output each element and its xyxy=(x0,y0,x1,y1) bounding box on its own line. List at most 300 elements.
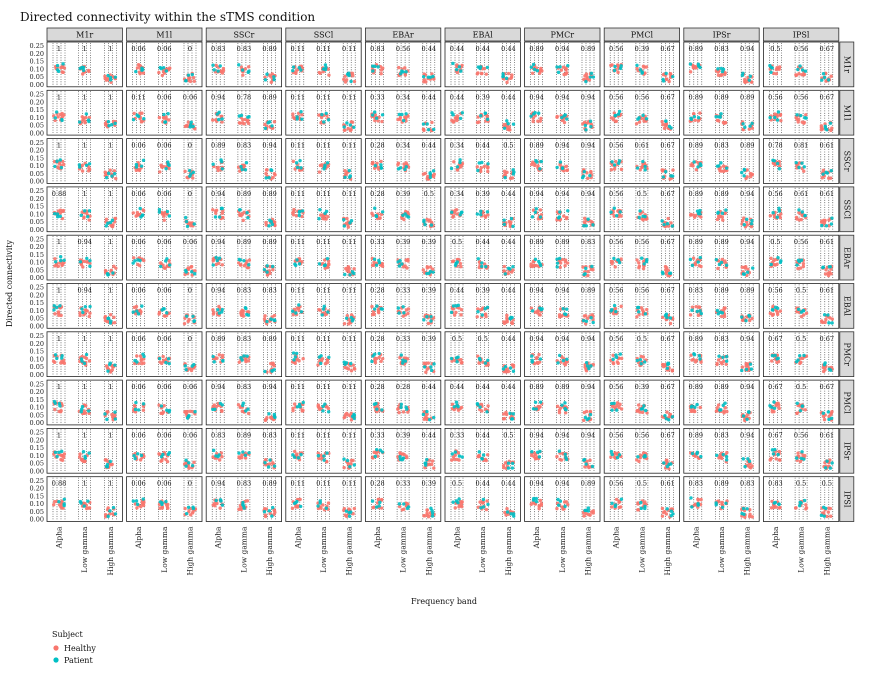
data-point-patient xyxy=(665,316,668,319)
data-point-patient xyxy=(511,168,514,171)
data-point-patient xyxy=(432,362,435,365)
data-point-patient xyxy=(822,265,825,268)
data-point-patient xyxy=(400,69,403,72)
data-point-patient xyxy=(639,358,642,361)
data-point-healthy xyxy=(239,214,242,217)
data-point-healthy xyxy=(272,364,275,367)
annotation-label: 0.44 xyxy=(475,45,490,53)
data-point-patient xyxy=(327,356,330,359)
data-point-patient xyxy=(294,355,297,358)
data-point-healthy xyxy=(241,312,244,315)
data-point-patient xyxy=(637,306,640,309)
data-point-healthy xyxy=(614,307,617,310)
data-point-healthy xyxy=(211,208,214,211)
data-point-patient xyxy=(272,78,275,81)
annotation-label: 1 xyxy=(82,93,87,102)
annotation-label: 0.5 xyxy=(451,238,463,247)
data-point-patient xyxy=(697,260,700,263)
annotation-label: 0.56 xyxy=(793,238,809,247)
data-point-patient xyxy=(428,418,431,421)
data-point-healthy xyxy=(689,313,692,316)
data-point-healthy xyxy=(53,312,56,315)
data-point-healthy xyxy=(505,171,508,174)
data-point-patient xyxy=(486,162,489,165)
data-point-patient xyxy=(292,65,295,68)
data-point-patient xyxy=(584,267,587,270)
y-tick-label: 0.25 xyxy=(29,42,44,51)
data-point-patient xyxy=(509,366,512,369)
annotation-label: 0.89 xyxy=(262,334,277,343)
data-point-patient xyxy=(589,125,592,128)
data-point-patient xyxy=(503,127,506,130)
data-point-patient xyxy=(167,357,170,360)
annotation-label: 0.11 xyxy=(341,141,357,150)
data-point-healthy xyxy=(804,408,807,411)
data-point-patient xyxy=(374,455,377,458)
column-strip-label: SSCr xyxy=(233,30,255,40)
data-point-healthy xyxy=(715,362,718,365)
data-point-healthy xyxy=(774,258,777,261)
data-point-healthy xyxy=(88,312,91,315)
data-point-patient xyxy=(803,214,806,217)
data-point-patient xyxy=(60,118,63,121)
data-point-patient xyxy=(795,113,798,116)
data-point-patient xyxy=(381,113,384,116)
data-point-healthy xyxy=(717,403,720,406)
data-point-healthy xyxy=(221,212,224,215)
facet-grid xyxy=(30,28,854,575)
annotation-label: 0.94 xyxy=(262,141,277,150)
data-point-patient xyxy=(113,363,116,366)
data-point-patient xyxy=(822,412,825,415)
data-point-healthy xyxy=(698,306,701,309)
data-point-patient xyxy=(114,417,117,420)
data-point-patient xyxy=(565,117,568,120)
data-point-healthy xyxy=(620,357,623,360)
data-point-healthy xyxy=(426,265,429,268)
data-point-healthy xyxy=(777,404,780,407)
data-point-patient xyxy=(185,220,188,223)
data-point-patient xyxy=(111,271,114,274)
annotation-label: 0.67 xyxy=(768,383,783,392)
annotation-label: 0.5 xyxy=(503,141,514,150)
data-point-patient xyxy=(246,115,249,118)
data-point-healthy xyxy=(137,63,140,66)
annotation-label: 1 xyxy=(82,189,87,198)
annotation-label: 0.11 xyxy=(341,431,357,440)
data-point-patient xyxy=(532,407,535,410)
annotation-label: 0.89 xyxy=(580,286,596,295)
data-point-patient xyxy=(404,70,407,73)
data-point-healthy xyxy=(775,361,778,364)
data-point-patient xyxy=(211,64,214,67)
data-point-patient xyxy=(671,224,674,227)
annotation-label: 0.5 xyxy=(477,334,488,343)
annotation-label: 0.06 xyxy=(157,189,172,198)
data-point-patient xyxy=(324,66,327,69)
data-point-patient xyxy=(460,210,463,213)
annotation-label: 0.89 xyxy=(580,45,596,53)
data-point-healthy xyxy=(88,359,91,362)
annotation-label: 0.89 xyxy=(236,189,252,198)
data-point-patient xyxy=(342,218,345,221)
data-point-healthy xyxy=(582,419,585,422)
data-point-patient xyxy=(830,216,833,219)
data-point-patient xyxy=(297,456,300,459)
data-point-healthy xyxy=(291,407,294,410)
data-point-healthy xyxy=(345,217,348,220)
data-point-patient xyxy=(58,402,61,405)
data-point-patient xyxy=(212,449,215,452)
data-point-patient xyxy=(700,312,703,315)
data-point-healthy xyxy=(163,314,166,317)
data-point-patient xyxy=(566,209,569,212)
data-point-healthy xyxy=(620,305,623,308)
data-point-healthy xyxy=(717,358,720,361)
annotation-label: 0.94 xyxy=(739,334,755,343)
data-point-patient xyxy=(745,368,748,371)
data-point-patient xyxy=(375,408,378,411)
data-point-healthy xyxy=(423,78,426,81)
data-point-patient xyxy=(295,117,298,120)
data-point-patient xyxy=(531,309,534,312)
data-point-patient xyxy=(296,166,299,169)
data-point-patient xyxy=(270,124,273,127)
data-point-healthy xyxy=(142,408,145,411)
y-tick-label: 0.25 xyxy=(29,187,44,196)
data-point-healthy xyxy=(693,119,696,122)
data-point-healthy xyxy=(507,72,510,75)
data-point-patient xyxy=(62,259,65,262)
data-point-healthy xyxy=(820,220,823,223)
data-point-healthy xyxy=(60,264,63,267)
data-point-healthy xyxy=(352,267,355,270)
data-point-healthy xyxy=(503,322,506,325)
data-point-patient xyxy=(270,220,273,223)
data-point-healthy xyxy=(135,354,138,357)
data-point-healthy xyxy=(425,218,428,221)
data-point-patient xyxy=(827,410,830,413)
data-point-healthy xyxy=(424,362,427,365)
data-point-healthy xyxy=(533,264,536,267)
data-point-patient xyxy=(184,364,187,367)
data-point-patient xyxy=(107,172,110,175)
annotation-label: 0.83 xyxy=(714,141,729,150)
annotation-label: 1 xyxy=(108,334,113,343)
data-point-patient xyxy=(640,362,643,365)
annotation-label: 0.78 xyxy=(768,141,783,150)
data-point-patient xyxy=(220,207,223,210)
data-point-healthy xyxy=(167,118,170,121)
data-point-healthy xyxy=(620,168,623,171)
data-point-patient xyxy=(512,370,515,373)
data-point-patient xyxy=(529,114,532,117)
data-point-healthy xyxy=(370,305,373,308)
data-point-patient xyxy=(379,163,382,166)
data-point-patient xyxy=(776,256,779,259)
data-point-patient xyxy=(185,314,188,317)
data-point-healthy xyxy=(638,120,641,123)
annotation-label: 0.28 xyxy=(370,334,385,343)
data-point-healthy xyxy=(824,268,827,271)
data-point-healthy xyxy=(692,112,695,115)
data-point-patient xyxy=(502,367,505,370)
data-point-patient xyxy=(662,79,665,82)
data-point-patient xyxy=(565,308,568,311)
data-point-patient xyxy=(59,255,62,258)
data-point-patient xyxy=(375,117,378,120)
y-tick-label: 0.15 xyxy=(29,202,44,211)
annotation-label: 0.56 xyxy=(395,45,411,53)
data-point-healthy xyxy=(136,66,139,69)
annotation-label: 0.06 xyxy=(157,45,172,53)
data-point-patient xyxy=(103,412,106,415)
data-point-patient xyxy=(530,354,533,357)
data-point-healthy xyxy=(614,160,617,163)
data-point-healthy xyxy=(531,120,534,123)
y-tick-label: 0.25 xyxy=(29,138,44,147)
data-point-patient xyxy=(776,162,779,165)
y-tick-label: 0.15 xyxy=(29,299,44,308)
data-point-patient xyxy=(637,116,640,119)
data-point-healthy xyxy=(559,407,562,410)
annotation-label: 0.67 xyxy=(660,141,675,150)
annotation-label: 0.11 xyxy=(341,93,357,102)
data-point-patient xyxy=(821,172,824,175)
data-point-healthy xyxy=(586,270,589,273)
data-point-healthy xyxy=(240,454,243,457)
annotation-label: 0.94 xyxy=(555,45,570,53)
data-point-patient xyxy=(239,165,242,168)
data-point-patient xyxy=(562,359,565,362)
data-point-healthy xyxy=(132,256,135,259)
data-point-patient xyxy=(661,271,664,274)
annotation-label: 0.89 xyxy=(688,93,704,102)
data-point-patient xyxy=(690,405,693,408)
data-point-healthy xyxy=(83,120,86,123)
data-point-patient xyxy=(699,164,702,167)
data-point-healthy xyxy=(486,166,489,169)
data-point-healthy xyxy=(831,317,834,320)
y-tick-label: 0.20 xyxy=(29,49,44,58)
data-point-healthy xyxy=(564,68,567,71)
data-point-patient xyxy=(796,358,799,361)
data-point-healthy xyxy=(829,176,832,179)
data-point-healthy xyxy=(539,117,542,120)
data-point-patient xyxy=(158,210,161,213)
annotation-label: 1 xyxy=(108,286,113,295)
data-point-patient xyxy=(405,165,408,168)
data-point-healthy xyxy=(183,322,186,325)
data-point-patient xyxy=(797,166,800,169)
data-point-patient xyxy=(54,451,57,454)
data-point-patient xyxy=(666,222,669,225)
data-point-patient xyxy=(326,257,329,260)
annotation-label: 0.06 xyxy=(157,431,172,440)
data-point-patient xyxy=(397,167,400,170)
data-point-healthy xyxy=(189,224,192,227)
data-point-healthy xyxy=(671,369,674,372)
data-point-patient xyxy=(292,351,295,354)
y-tick-label: 0.00 xyxy=(29,225,44,234)
data-point-patient xyxy=(455,360,458,363)
data-point-patient xyxy=(188,174,191,177)
annotation-label: 1 xyxy=(108,431,113,440)
data-point-patient xyxy=(615,408,618,411)
data-point-patient xyxy=(561,166,564,169)
data-point-patient xyxy=(432,169,435,172)
data-point-patient xyxy=(165,311,168,314)
data-point-patient xyxy=(273,416,276,419)
data-point-patient xyxy=(244,307,247,310)
data-point-healthy xyxy=(698,111,701,114)
annotation-label: 0.44 xyxy=(449,383,465,392)
data-point-healthy xyxy=(158,116,161,119)
annotation-label: 0.11 xyxy=(131,93,146,102)
data-point-patient xyxy=(512,172,515,175)
data-point-patient xyxy=(80,214,83,217)
annotation-label: 0.61 xyxy=(819,141,835,150)
data-point-patient xyxy=(134,70,137,73)
data-point-healthy xyxy=(694,263,697,266)
data-point-healthy xyxy=(344,413,347,416)
data-point-healthy xyxy=(141,208,144,211)
data-point-healthy xyxy=(239,263,242,266)
annotation-label: 0 xyxy=(187,45,193,53)
data-point-healthy xyxy=(459,262,462,265)
data-point-patient xyxy=(693,115,696,118)
data-point-patient xyxy=(343,361,346,364)
data-point-healthy xyxy=(486,170,489,173)
y-tick-label: 0.10 xyxy=(29,451,44,460)
data-point-patient xyxy=(610,308,613,311)
data-point-patient xyxy=(453,405,456,408)
data-point-healthy xyxy=(744,265,747,268)
annotation-label: 1 xyxy=(82,383,87,392)
data-point-patient xyxy=(535,207,538,210)
annotation-label: 0.06 xyxy=(131,141,146,150)
data-point-patient xyxy=(585,361,588,364)
data-point-patient xyxy=(618,210,621,213)
data-point-healthy xyxy=(822,169,825,172)
data-point-healthy xyxy=(451,260,454,263)
annotation-label: 0.94 xyxy=(529,189,544,198)
data-point-healthy xyxy=(531,72,534,75)
annotation-label: 1 xyxy=(108,383,113,392)
data-point-healthy xyxy=(660,120,663,123)
data-point-healthy xyxy=(61,459,64,462)
data-point-patient xyxy=(591,223,594,226)
data-point-healthy xyxy=(80,459,83,462)
data-point-patient xyxy=(824,127,827,130)
annotation-label: 0.89 xyxy=(714,286,729,295)
annotation-label: 0.89 xyxy=(739,93,755,102)
annotation-label: 0.39 xyxy=(634,45,650,53)
data-point-patient xyxy=(184,464,187,467)
data-point-healthy xyxy=(105,320,108,323)
data-point-healthy xyxy=(106,410,109,413)
annotation-label: 0.11 xyxy=(316,93,331,102)
data-point-patient xyxy=(402,119,405,122)
annotation-label: 0.89 xyxy=(739,286,755,295)
data-point-healthy xyxy=(562,214,565,217)
data-point-patient xyxy=(400,262,403,265)
data-point-patient xyxy=(422,75,425,78)
data-point-patient xyxy=(184,79,187,82)
data-point-patient xyxy=(379,449,382,452)
data-point-healthy xyxy=(406,258,409,261)
data-point-healthy xyxy=(109,169,112,172)
data-point-healthy xyxy=(347,265,350,268)
annotation-label: 0.94 xyxy=(555,93,570,102)
data-point-patient xyxy=(799,114,802,117)
data-point-healthy xyxy=(693,216,696,219)
data-point-healthy xyxy=(220,410,223,413)
data-point-patient xyxy=(322,454,325,457)
data-point-patient xyxy=(511,225,514,228)
y-tick-label: 0.10 xyxy=(29,65,44,74)
data-point-healthy xyxy=(590,268,593,271)
data-point-healthy xyxy=(220,120,223,123)
data-point-patient xyxy=(184,459,187,462)
data-point-healthy xyxy=(692,257,695,260)
data-point-patient xyxy=(801,68,804,71)
data-point-patient xyxy=(562,307,565,310)
data-point-patient xyxy=(273,319,276,322)
data-point-healthy xyxy=(769,257,772,260)
data-point-patient xyxy=(298,262,301,265)
data-point-healthy xyxy=(508,125,511,128)
data-point-patient xyxy=(450,167,453,170)
data-point-patient xyxy=(664,170,667,173)
data-point-patient xyxy=(665,417,668,420)
data-point-patient xyxy=(373,207,376,210)
annotation-label: 0.11 xyxy=(316,238,331,247)
data-point-patient xyxy=(160,455,163,458)
data-point-patient xyxy=(746,271,749,274)
data-point-healthy xyxy=(610,260,613,263)
data-point-healthy xyxy=(722,170,725,173)
data-point-healthy xyxy=(821,321,824,324)
data-point-patient xyxy=(108,363,111,366)
annotation-label: 0.89 xyxy=(714,383,729,392)
data-point-patient xyxy=(801,210,804,213)
annotation-label: 0.56 xyxy=(608,238,624,247)
data-point-healthy xyxy=(505,316,508,319)
data-point-healthy xyxy=(613,167,616,170)
annotation-label: 1 xyxy=(56,383,62,392)
data-point-patient xyxy=(540,160,543,163)
data-point-patient xyxy=(721,311,724,314)
data-point-healthy xyxy=(511,322,514,325)
data-point-healthy xyxy=(669,73,672,76)
data-point-patient xyxy=(638,216,641,219)
annotation-label: 0.11 xyxy=(290,93,306,102)
data-point-healthy xyxy=(642,119,645,122)
data-point-healthy xyxy=(690,409,693,412)
data-point-healthy xyxy=(220,69,223,72)
data-point-patient xyxy=(298,214,301,217)
data-point-healthy xyxy=(455,119,458,122)
data-point-healthy xyxy=(85,357,88,360)
data-point-healthy xyxy=(800,218,803,221)
annotation-label: 0.83 xyxy=(688,286,704,295)
data-point-patient xyxy=(425,122,428,125)
data-point-healthy xyxy=(720,315,723,318)
data-point-healthy xyxy=(800,315,803,318)
data-point-patient xyxy=(295,352,298,355)
data-point-patient xyxy=(245,211,248,214)
